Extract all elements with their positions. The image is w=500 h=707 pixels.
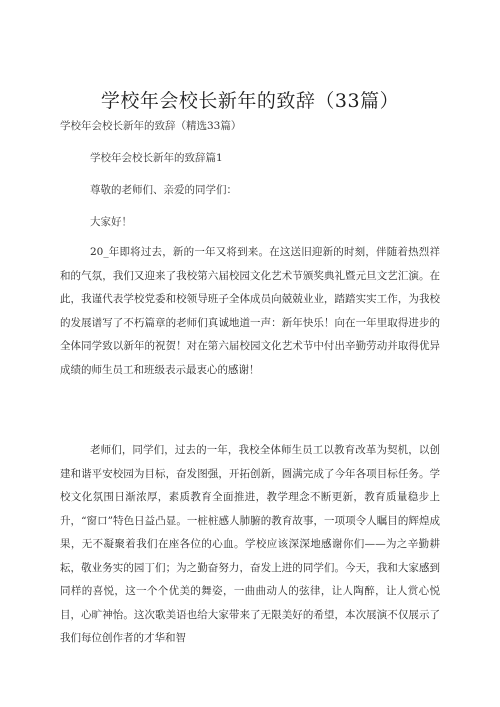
salutation: 尊敬的老师们、亲爱的同学们： [90, 184, 237, 196]
body-paragraph-1: 20_年即将过去，新的一年又将到来。在这送旧迎新的时刻，伴随着热烈祥和的气氛，我们又迎来了我校第六届校园文化艺术节颁奖典礼暨元旦文艺汇演。在此，我谨代表学校党委和校领导班子全体成员向兢兢业业，踏踏实实工作，为我校的发展谱写了不朽篇章的老师们真诚地道一声：新年快乐！向在一年里取得进步的全体同学致以新年的祝贺！对在第六届校园文化艺术节中付出辛勤劳动并取得优异成绩的师生员工和班级表示最衷心的感谢！ [60, 246, 440, 376]
section-heading: 学校年会校长新年的致辞篇1 [90, 152, 223, 164]
document-subtitle: 学校年会校长新年的致辞（精选33篇） [60, 120, 242, 132]
body-paragraph-2: 老师们，同学们，过去的一年，我校全体师生员工以教育改革为契机，以创建和谐平安校园为目标，奋发图强，开拓创新，圆满完成了今年各项目标任务。学校文化氛围日渐浓厚，素质教育全面推进，教学理念不断更新，教育质量稳步上升，“窗口”特色日益凸显。一桩桩感人肺腑的教育故事，一项项令人瞩目的辉煌成果，无不凝聚着我们在座各位的心血。学校应该深深地感谢你们——为之辛勤耕耘，敬业务实的园丁们；为之勤奋努力，奋发上进的同学们。今天，我和大家感到同样的喜悦，这一个个优美的舞姿，一曲曲动人的弦律，让人陶醉，让人赏心悦目，心旷神怡。这次歌美语也给大家带来了无限美好的希望，本次展演不仅展示了我们每位创作者的才华和智 [60, 444, 440, 644]
document-title: 学校年会校长新年的致辞（33篇） [100, 90, 400, 112]
greeting: 大家好！ [90, 216, 132, 228]
